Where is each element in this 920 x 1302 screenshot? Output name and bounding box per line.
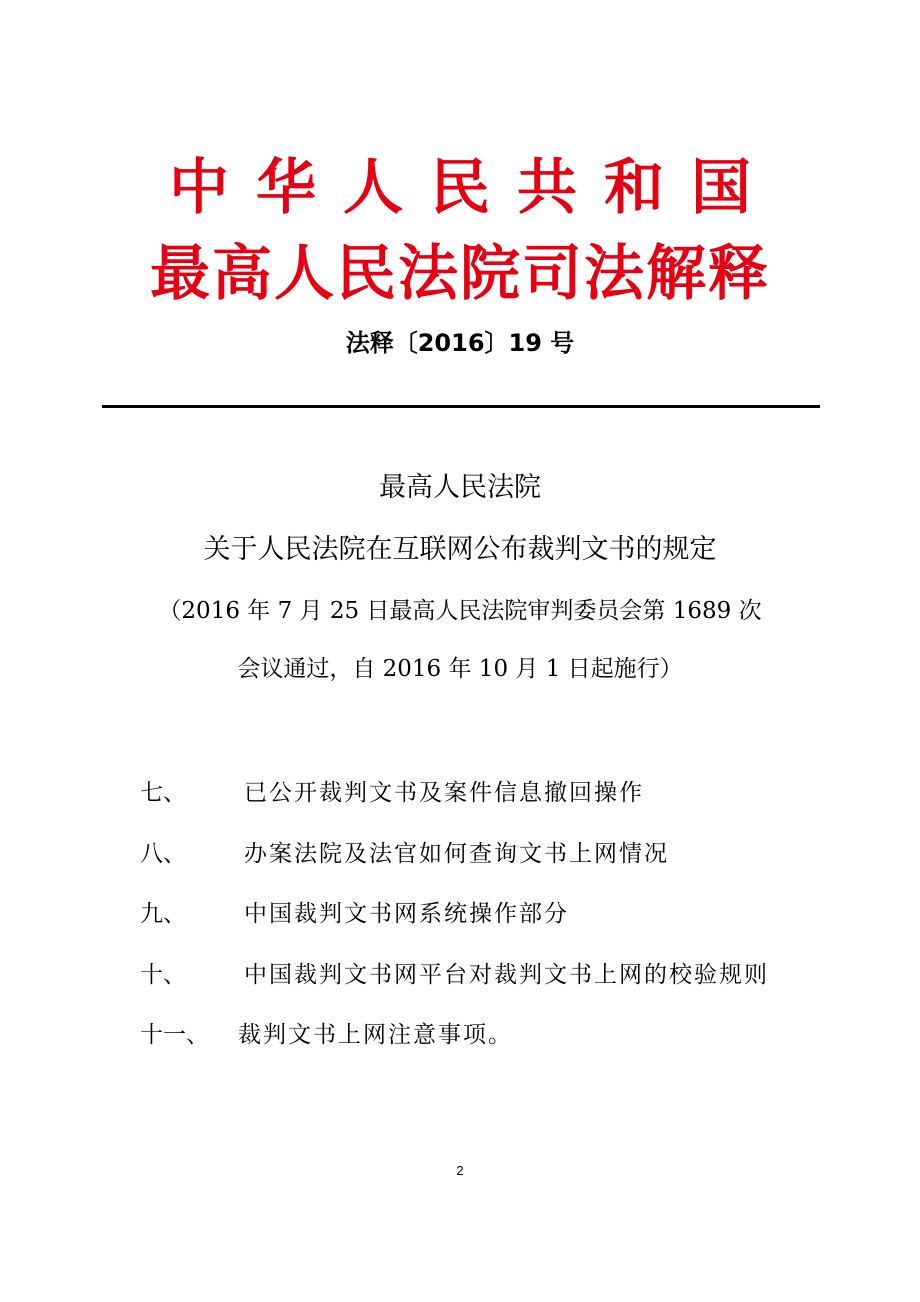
red-header-title-line-2: 最高人民法院司法解释 bbox=[150, 239, 770, 309]
document-number: 法释〔2016〕19 号 bbox=[345, 329, 575, 357]
list-item-text: 裁判文书上网注意事项。 bbox=[238, 1022, 513, 1048]
list-item-text: 中国裁判文书网系统操作部分 bbox=[244, 901, 569, 927]
list-item bbox=[0, 955, 920, 995]
list-item bbox=[0, 894, 920, 934]
list-item-number: 十、 bbox=[140, 962, 186, 988]
list-item bbox=[0, 834, 920, 874]
court-name: 最高人民法院 bbox=[379, 472, 541, 503]
list-item-text: 已公开裁判文书及案件信息撤回操作 bbox=[244, 780, 644, 806]
list-item bbox=[0, 773, 920, 813]
list-item-number: 八、 bbox=[140, 841, 186, 867]
list-item-text: 办案法院及法官如何查询文书上网情况 bbox=[244, 841, 669, 867]
page-number: 2 bbox=[456, 1163, 464, 1178]
adoption-note-line-2: 会议通过，自 2016 年 10 月 1 日起施行） bbox=[237, 656, 683, 682]
list-item-number: 十一、 bbox=[140, 1022, 209, 1048]
regulation-title: 关于人民法院在互联网公布裁判文书的规定 bbox=[203, 534, 717, 565]
list-item bbox=[0, 1015, 920, 1055]
adoption-note-line-1: （2016 年 7 月 25 日最高人民法院审判委员会第 1689 次 bbox=[158, 598, 762, 624]
red-header-title-line-1: 中华人民共和国 bbox=[169, 153, 778, 223]
list-item-number: 七、 bbox=[140, 780, 186, 806]
list-item-number: 九、 bbox=[140, 901, 186, 927]
header-divider bbox=[102, 405, 820, 408]
list-item-text: 中国裁判文书网平台对裁判文书上网的校验规则 bbox=[244, 962, 769, 988]
